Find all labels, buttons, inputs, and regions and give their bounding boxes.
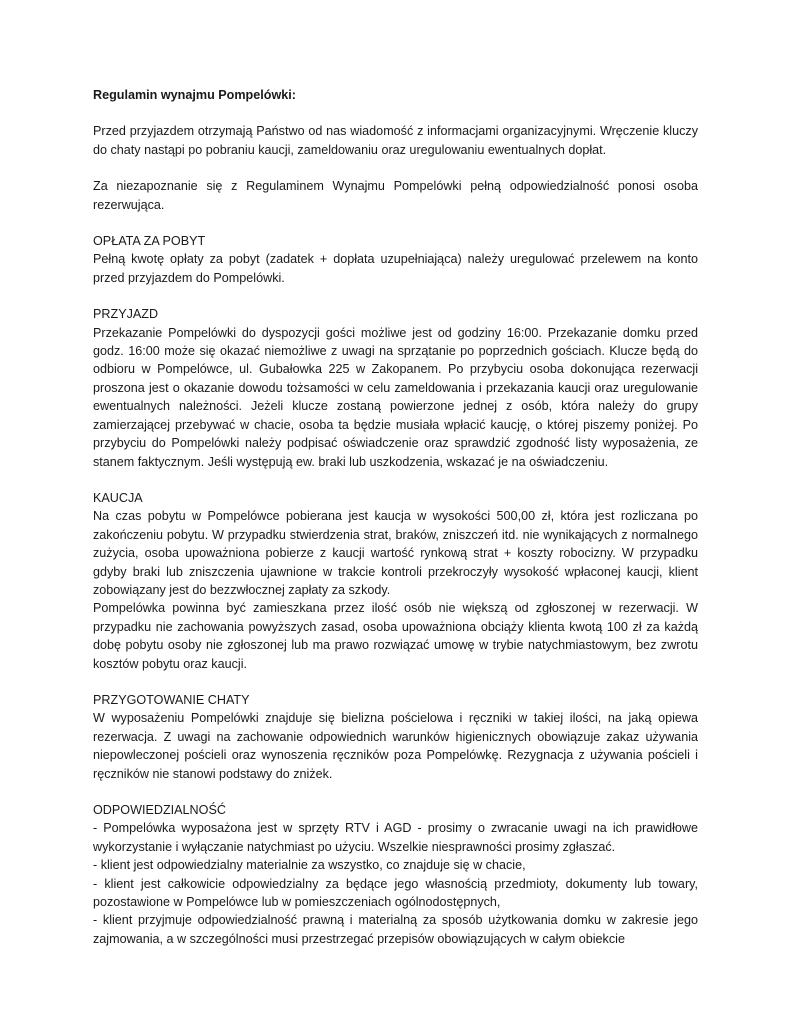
section-przygotowanie (93, 691, 698, 783)
section-text-przygotowanie: W wyposażeniu Pompelówki znajduje się bielizna pościelowa i ręczniki w takiej ilości, na jaką opiewa rezerwacja. Z uwagi na zachowanie odpowiednich warunków higienicznych obowiązuje zakaz używania niepowleczonej pościeli oraz wynoszenia ręczników poza Pompelówkę. Rezygnacja z używania pościeli i ręczników nie stanowi podstawy do zniżek. (93, 711, 698, 781)
section-text-przyjazd: Przekazanie Pompelówki do dyspozycji gości możliwe jest od godziny 16:00. Przekazanie domku przed godz. 16:00 może się okazać niemożliwe z uwagi na sprzątanie po poprzednich gościach. Klucze będą do odbioru w Pompelówce, ul. Gubałowka 225 w Zakopanem. Po przybyciu osoba dokonująca rezerwacji proszona jest o okazanie dowodu tożsamości w celu zameldowania i przekazania kaucji oraz uregulowanie ewentualnych należności. Jeżeli klucze zostaną powierzone jednej z osób, która należy do grupy zamierzającej przebywać w chacie, osoba ta będzie musiała wpłacić kaucję, o której piszemy poniżej. Po przybyciu do Pompelówki należy podpisać oświadczenie oraz sprawdzić zgodność listy wyposażenia, ze stanem faktycznym. Jeśli występują ew. braki lub uszkodzenia, wskazać je na oświadczeniu. (93, 325, 698, 469)
section-text-oplata: Pełną kwotę opłaty za pobyt (zadatek + dopłata uzupełniająca) należy uregulować przelewem na konto przed przyjazdem do Pompelówki. (93, 252, 698, 285)
section-oplata (93, 232, 698, 287)
section-heading-przyjazd: PRZYJAZD (93, 307, 159, 322)
intro-paragraph-1: Przed przyjazdem otrzymają Państwo od nas wiadomość z informacjami organizacyjnymi. Wręczenie kluczy do chaty nastąpi po pobraniu kaucji, zameldowaniu oraz uregulowaniu ewentualnych dopłat. (93, 124, 698, 157)
section-heading-oplata: OPŁATA ZA POBYT (93, 234, 206, 249)
section-heading-przygotowanie: PRZYGOTOWANIE CHATY (93, 692, 250, 707)
section-heading-odpowiedzialnosc: ODPOWIEDZIALNOŚĆ (93, 803, 226, 817)
section-text-kaucja-2: Pompelówka powinna być zamieszkana przez ilość osób nie większą od zgłoszonej w rezerwacji. W przypadku nie zachowania powyższych zasad, osoba upoważniona obciąży klienta kwotą 100 zł za każdą dobę pobytu osoby nie zgłoszonej lub ma prawo rozwiązać umowę w trybie natychmiastowym, bez zwrotu kosztów pobytu oraz kaucji. (93, 601, 698, 671)
document-title: Regulamin wynajmu Pompelówki: (93, 88, 296, 102)
section-heading-kaucja: KAUCJA (93, 490, 143, 505)
document-page (93, 86, 698, 966)
intro-paragraph-2: Za niezapoznanie się z Regulaminem Wynajmu Pompelówki pełną odpowiedzialność ponosi osoba rezerwująca. (93, 179, 698, 212)
section-text-kaucja-1: Na czas pobytu w Pompelówce pobierana jest kaucja w wysokości 500,00 zł, która jest rozliczana po zakończeniu pobytu. W przypadku stwierdzenia strat, braków, zniszczeń itd. nie wynikających z normalnego zużycia, osoba upoważniona pobierze z kaucji wartość rynkową strat + koszty robocizny. W przypadku gdyby braki lub zniszczenia ujawnione w trakcie kontroli przekroczyły wysokość wpłaconej kaucji, klient zobowiązany jest do bezzwłocznej zapłaty za szkody. (93, 509, 698, 597)
list-item: - klient jest całkowicie odpowiedzialny za będące jego własnością przedmioty, dokumenty lub towary, pozostawione w Pompelówce lub w pomieszczeniach ogólnodostępnych, (93, 876, 698, 910)
list-item: - klient jest odpowiedzialny materialnie za wszystko, co znajduje się w chacie, (93, 858, 526, 873)
section-przyjazd (93, 305, 698, 471)
section-kaucja (93, 489, 698, 673)
list-item: - klient przyjmuje odpowiedzialność prawną i materialną za sposób użytkowania domku w zakresie jego zajmowania, a w szczególności musi przestrzegać przepisów obowiązujących w całym obiekcie (93, 913, 698, 946)
section-odpowiedzialnosc (93, 801, 698, 948)
list-item: - Pompelówka wyposażona jest w sprzęty RTV i AGD - prosimy o zwracanie uwagi na ich prawidłowe wykorzystanie i wyłączanie natychmiast po użyciu. Wszelkie niesprawności prosimy zgłaszać. (93, 821, 698, 854)
